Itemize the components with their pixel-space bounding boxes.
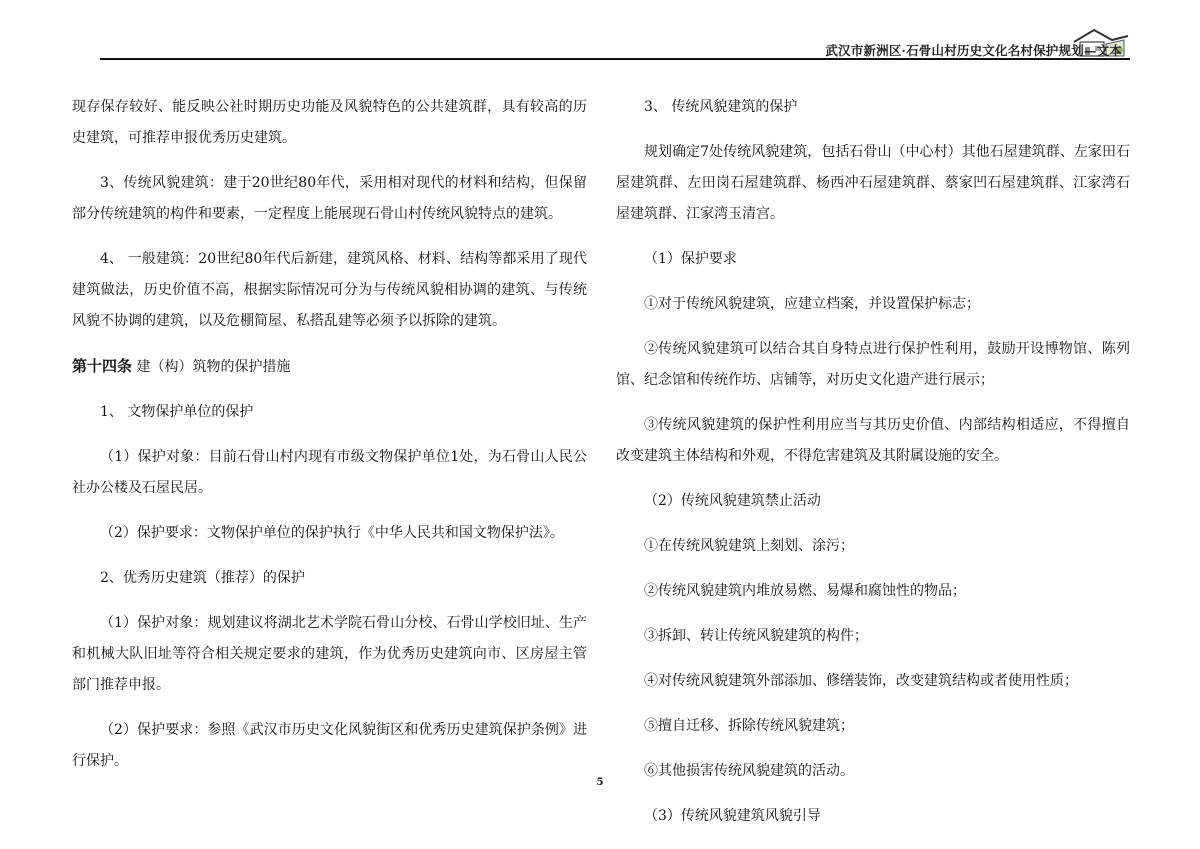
paragraph: 3、传统风貌建筑：建于20世纪80年代，采用相对现代的材料和结构，但保留部分传统建筑的构件和要素，一定程度上能展现石骨山村传统风貌特点的建筑。 [72,175,587,222]
paragraph: 4、 一般建筑：20世纪80年代后新建，建筑风格、材料、结构等都采用了现代建筑做法，历史价值不高，根据实际情况可分为与传统风貌相协调的建筑、与传统风貌不协调的建筑，以及危棚简屋、私搭乱建等必须予以拆除的建筑。 [72,251,587,329]
subsection-title: （3）传统风貌建筑风貌引导 [644,808,821,824]
list-item: ①对于传统风貌建筑，应建立档案，并设置保护标志； [644,296,980,312]
list-item: ②传统风貌建筑可以结合其自身特点进行保护性利用，鼓励开设博物馆、陈列馆、纪念馆和传统作坊、店铺等，对历史文化遗产进行展示； [616,341,1130,388]
list-item: （2）保护要求：文物保护单位的保护执行《中华人民共和国文物保护法》。 [100,525,564,541]
list-item: ②传统风貌建筑内堆放易燃、易爆和腐蚀性的物品； [644,583,966,599]
list-item: （1）保护对象：目前石骨山村内现有市级文物保护单位1处，为石骨山人民公社办公楼及石屋民居。 [72,449,587,496]
document-header-title: 武汉市新洲区·石骨山村历史文化名村保护规划—文本 [825,43,1122,58]
list-item: ③传统风貌建筑的保护性利用应当与其历史价值、内部结构相适应，不得擅自改变建筑主体结构和外观，不得危害建筑及其附属设施的安全。 [616,417,1130,464]
list-item: （1）保护对象：规划建议将湖北艺术学院石骨山分校、石骨山学校旧址、生产和机械大队旧址等符合相关规定要求的建筑，作为优秀历史建筑向市、区房屋主管部门推荐申报。 [72,615,587,693]
article-number: 第十四条 [72,357,133,375]
article-heading [72,351,587,383]
left-column [72,92,587,791]
list-item: ⑤擅自迁移、拆除传统风貌建筑； [644,718,854,734]
section-title: 1、 文物保护单位的保护 [100,404,254,420]
paragraph: 规划确定7处传统风貌建筑，包括石骨山（中心村）其他石屋建筑群、左家田石屋建筑群、左田岗石屋建筑群、杨西冲石屋建筑群、蔡家凹石屋建筑群、江家湾石屋建筑群、江家湾玉清宫。 [616,144,1130,222]
section-title: 2、优秀历史建筑（推荐）的保护 [100,570,305,586]
paragraph: 现存保存较好、能反映公社时期历史功能及风貌特色的公共建筑群，具有较高的历史建筑，可推荐申报优秀历史建筑。 [72,99,587,146]
right-column [616,92,1130,846]
list-item: （2）保护要求：参照《武汉市历史文化风貌街区和优秀历史建筑保护条例》进行保护。 [72,722,587,769]
list-item: ⑥其他损害传统风貌建筑的活动。 [644,763,854,779]
subsection-title: （2）传统风貌建筑禁止活动 [644,493,821,509]
section-title: 3、 传统风貌建筑的保护 [644,99,798,115]
list-item: ④对传统风貌建筑外部添加、修缮装饰，改变建筑结构或者使用性质； [644,673,1078,689]
page-number: 5 [596,777,604,788]
list-item: ③拆卸、转让传统风貌建筑的构件； [644,628,868,644]
list-item: ①在传统风貌建筑上刻划、涂污； [644,538,854,554]
subsection-title: （1）保护要求 [644,251,737,267]
article-title: 建（构）筑物的保护措施 [136,359,291,375]
header-divider [100,58,1130,60]
page-header [0,0,1200,62]
